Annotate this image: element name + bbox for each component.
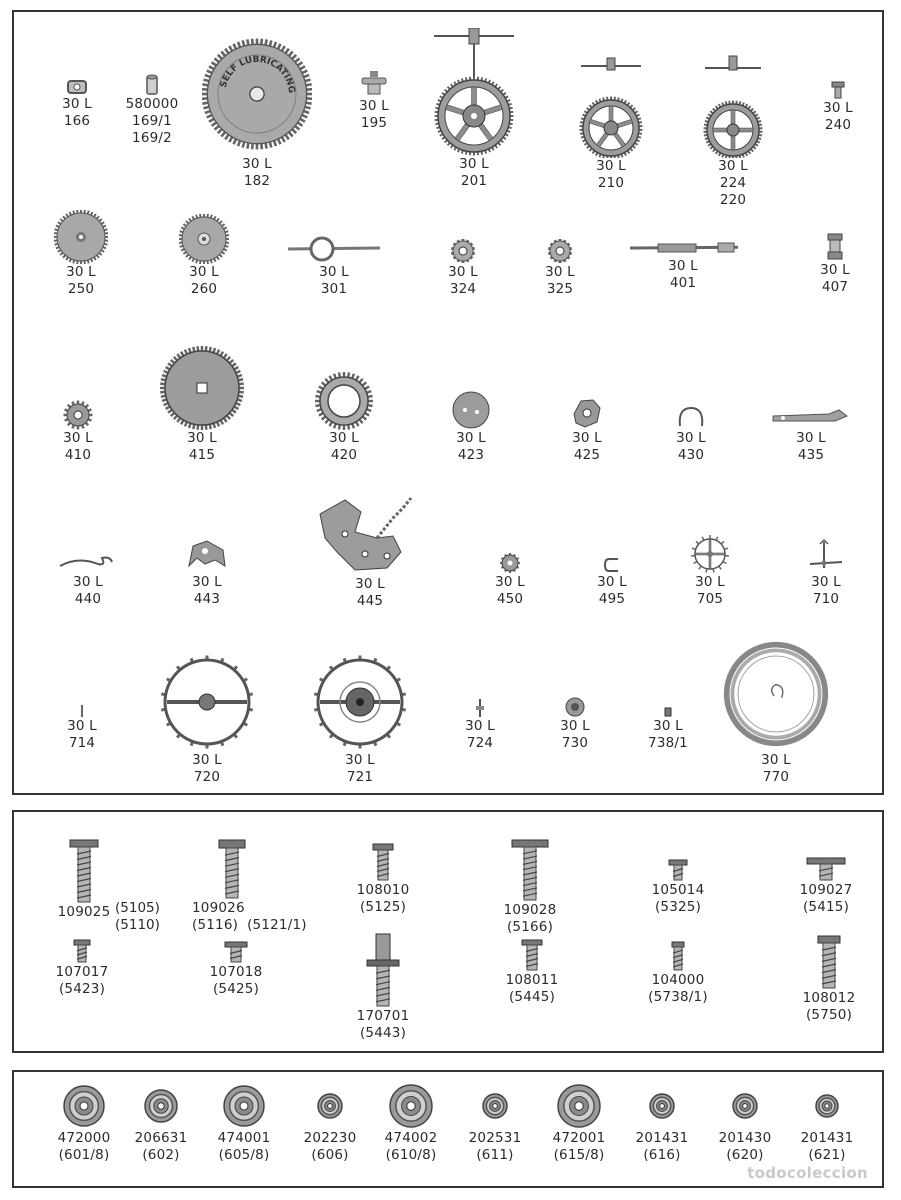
- jewel-bushing-icon: [812, 1091, 842, 1121]
- part-caption: 107018 (5425): [209, 964, 263, 997]
- part-caption: 201430 (620): [718, 1130, 772, 1163]
- jewel-201431: [772, 1082, 882, 1164]
- hook-spring-icon: [602, 556, 622, 574]
- part-caption: 30 L 445: [355, 576, 385, 609]
- part-440: [33, 542, 143, 608]
- aside-codes: (5105) (5110): [115, 900, 160, 933]
- part-caption: 108011 (5445): [505, 972, 559, 1005]
- jewel-bushing-icon: [479, 1090, 511, 1122]
- screw-icon: [363, 932, 403, 1008]
- part-721: [305, 652, 415, 786]
- part-caption: 474001 (605/8): [217, 1130, 271, 1163]
- crown-wheel-core-icon: [359, 70, 389, 98]
- screws-panel: [12, 810, 884, 1053]
- pinion-icon: [63, 400, 93, 430]
- cylinder-pin-icon: [144, 74, 160, 96]
- part-720: [152, 652, 262, 786]
- part-325: [505, 238, 615, 298]
- fourth-wheel-icon: [698, 52, 768, 158]
- screw-icon: [519, 938, 545, 972]
- part-caption: 109025: [57, 904, 111, 920]
- part-caption: 30 L 407: [820, 262, 850, 295]
- part-caption: 30 L 738/1: [648, 718, 688, 751]
- yoke-spring-icon: [185, 538, 229, 574]
- center-wheel-icon: [432, 28, 516, 156]
- pinion-icon: [499, 552, 521, 574]
- part-caption: 109027 (5415): [799, 882, 853, 915]
- part-caption: 30 L 415: [187, 430, 217, 463]
- part-714: [27, 682, 137, 752]
- part-410: [23, 380, 133, 464]
- hairspring-icon: [721, 636, 831, 752]
- part-caption: 30 L 425: [572, 430, 602, 463]
- part-caption: 580000 169/1 169/2: [125, 96, 179, 146]
- jewel-bushing-icon: [729, 1090, 761, 1122]
- screw-icon: [667, 858, 689, 882]
- jewel-bushing-icon: [646, 1090, 678, 1122]
- stud-icon: [663, 706, 673, 718]
- part-caption: 30 L 324: [448, 264, 478, 297]
- escape-wheel-icon: [690, 534, 730, 574]
- part-401: [628, 238, 738, 292]
- part-445: [315, 498, 425, 610]
- jewel-bushing-icon: [386, 1081, 436, 1131]
- part-caption: 105014 (5325): [651, 882, 705, 915]
- screw-icon: [670, 940, 686, 972]
- part-495: [557, 546, 667, 608]
- part-caption: 30 L 730: [560, 718, 590, 751]
- part-caption: 202531 (611): [468, 1130, 522, 1163]
- screw-108011: [477, 936, 587, 1006]
- part-caption: 30 L 435: [796, 430, 826, 463]
- part-caption: 30 L 224 220: [718, 158, 748, 208]
- screw-104000: [623, 936, 733, 1006]
- part-705: [655, 534, 765, 608]
- jewel-bushing-icon: [60, 1082, 108, 1130]
- screw-icon: [508, 838, 552, 902]
- part-caption: 30 L 182: [242, 156, 272, 189]
- clutch-wheel-icon: [450, 238, 476, 264]
- balance-wheel-icon: [157, 652, 257, 752]
- part-210: [556, 54, 666, 192]
- part-caption: 107017 (5423): [55, 964, 109, 997]
- part-caption: 201431 (616): [635, 1130, 689, 1163]
- part-caption: 170701 (5443): [356, 1008, 410, 1041]
- part-240: [783, 80, 893, 134]
- crown-wheel-icon: [315, 372, 373, 430]
- part-caption: 30 L 443: [192, 574, 222, 607]
- setting-plate-icon: [315, 494, 425, 576]
- part-201: [419, 28, 529, 190]
- disc-plate-icon: [451, 390, 491, 430]
- screw-107018: [181, 936, 291, 998]
- winding-stem-icon: [628, 238, 738, 258]
- part-caption: 30 L 240: [823, 100, 853, 133]
- part-caption: 202230 (606): [303, 1130, 357, 1163]
- screw-icon: [815, 934, 843, 990]
- part-caption: 30 L 720: [192, 752, 222, 785]
- screw-108010: [328, 838, 438, 916]
- part-caption: 30 L 710: [811, 574, 841, 607]
- part-caption: 109026 (5116) (5121/1): [192, 900, 307, 933]
- part-caption: 30 L 410: [63, 430, 93, 463]
- clutch-wheel-icon: [547, 238, 573, 264]
- cam-icon: [569, 396, 605, 430]
- screw-small-icon: [830, 80, 846, 100]
- part-724: [425, 682, 535, 752]
- screw-icon: [370, 842, 396, 882]
- part-195: [319, 70, 429, 132]
- part-caption: 30 L 495: [597, 574, 627, 607]
- part-caption: 474002 (610/8): [384, 1130, 438, 1163]
- part-425: [532, 384, 642, 464]
- pin-icon: [79, 704, 85, 718]
- part-301: [279, 234, 389, 298]
- sleeve-icon: [825, 232, 845, 262]
- part-182: [202, 32, 312, 190]
- part-caption: 30 L 440: [73, 574, 103, 607]
- third-wheel-icon: [576, 54, 646, 158]
- part-caption: 30 L 195: [359, 98, 389, 131]
- part-710: [771, 534, 881, 608]
- part-caption: 30 L 724: [465, 718, 495, 751]
- part-caption: 30 L 401: [668, 258, 698, 291]
- part-caption: 108010 (5125): [356, 882, 410, 915]
- screw-105014: [623, 838, 733, 916]
- part-caption: 30 L 325: [545, 264, 575, 297]
- screw-108012: [774, 932, 884, 1024]
- mainspring-barrel-icon: [202, 32, 312, 156]
- part-450: [455, 544, 565, 608]
- jewel-bushing-icon: [554, 1081, 604, 1131]
- spring-wire-icon: [58, 550, 118, 574]
- part-435: [756, 390, 866, 464]
- screw-107017: [27, 936, 137, 998]
- screw-icon: [72, 938, 92, 964]
- part-caption: 108012 (5750): [802, 990, 856, 1023]
- screw-109027: [771, 838, 881, 916]
- part-caption: 30 L 420: [329, 430, 359, 463]
- balance-assembly-icon: [310, 652, 410, 752]
- part-260: [149, 214, 259, 298]
- screw-icon: [223, 940, 249, 964]
- part-430: [636, 392, 746, 464]
- part-caption: 30 L 430: [676, 430, 706, 463]
- part-324: [408, 238, 518, 298]
- detent-lever-icon: [771, 406, 851, 430]
- gear-icon: [54, 210, 108, 264]
- jewels-panel: [12, 1070, 884, 1188]
- pallet-fork-icon: [806, 538, 846, 574]
- part-caption: 206631 (602): [134, 1130, 188, 1163]
- part-caption: 30 L 705: [695, 574, 725, 607]
- bushing-icon: [65, 78, 89, 96]
- part-caption: 30 L 201: [459, 156, 489, 189]
- part-423: [416, 380, 526, 464]
- roller-icon: [564, 696, 586, 718]
- part-caption: 30 L 250: [66, 264, 96, 297]
- jewel-bushing-icon: [314, 1090, 346, 1122]
- screw-109026: [177, 838, 307, 934]
- part-caption: 30 L 423: [456, 430, 486, 463]
- part-caption: 30 L 260: [189, 264, 219, 297]
- parts-panel: [12, 10, 884, 795]
- part-415: [147, 348, 257, 464]
- screw-icon: [214, 838, 250, 900]
- part-250: [26, 210, 136, 298]
- part-580000: [97, 72, 207, 147]
- watermark: todocoleccion: [747, 1164, 868, 1182]
- screw-icon: [64, 838, 104, 904]
- part-224: [678, 52, 788, 209]
- part-caption: 472000 (601/8): [57, 1130, 111, 1163]
- part-caption: 30 L 301: [319, 264, 349, 297]
- part-caption: 109028 (5166): [503, 902, 557, 935]
- barrel-engraving: SELF LUBRICATING: [218, 54, 297, 94]
- gear-icon: [179, 214, 229, 264]
- balance-staff-icon: [474, 698, 486, 718]
- part-770: [721, 634, 831, 786]
- part-738: [613, 688, 723, 752]
- part-caption: 472001 (615/8): [552, 1130, 606, 1163]
- part-420: [289, 372, 399, 464]
- part-caption: 104000 (5738/1): [648, 972, 708, 1005]
- ratchet-wheel-icon: [160, 346, 244, 430]
- part-caption: 30 L 210: [596, 158, 626, 191]
- part-caption: 30 L 721: [345, 752, 375, 785]
- part-443: [152, 532, 262, 608]
- screw-109028: [475, 838, 585, 936]
- setting-lever-icon: [286, 234, 382, 264]
- jewel-bushing-icon: [141, 1086, 181, 1126]
- part-caption: 30 L 450: [495, 574, 525, 607]
- part-caption: 201431 (621): [800, 1130, 854, 1163]
- screw-170701: [328, 932, 438, 1042]
- part-caption: 30 L 714: [67, 718, 97, 751]
- screw-icon: [804, 856, 848, 882]
- part-caption: 30 L 166: [62, 96, 92, 129]
- jewel-bushing-icon: [220, 1082, 268, 1130]
- part-407: [780, 228, 890, 296]
- click-spring-icon: [674, 404, 708, 430]
- part-caption: 30 L 770: [761, 752, 791, 785]
